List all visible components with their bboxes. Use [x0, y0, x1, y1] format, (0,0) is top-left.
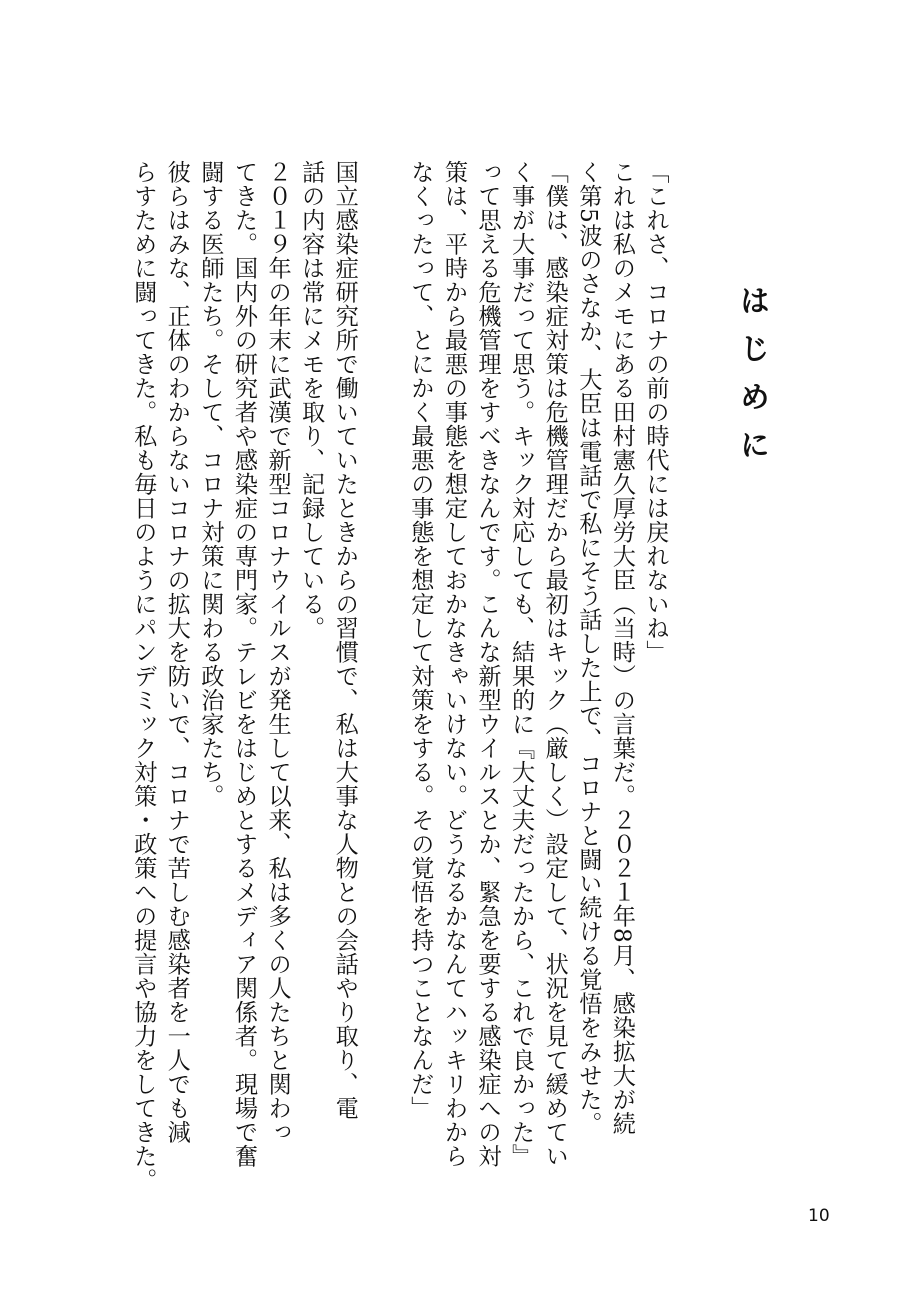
text-line: 国立感染症研究所で働いていたときからの習慣で、私は大事な人物との会話やり取り、電 [331, 160, 359, 1120]
body-text [126, 160, 672, 1192]
paragraph-gap [361, 160, 403, 1160]
text-line: 闘する医師たち。そして、コロナ対策に関わる政治家たち。 [196, 160, 224, 808]
text-line: く第5波のさなか、大臣は電話で私にそう話した上で、コロナと闘い続ける覚悟をみせた。 [574, 160, 602, 1136]
text-line: 策は、平時から最悪の事態を想定しておかなきゃいけない。どうなるかなんてハッキリわから [440, 160, 468, 1168]
text-line: らすために闘ってきた。私も毎日のようにパンデミック対策・政策への提言や協力をしてきた。 [129, 160, 157, 1192]
page-number: 10 [808, 1206, 830, 1226]
text-line: これは私のメモにある田村憲久厚労大臣（当時）の言葉だ。２０２１年8月、感染拡大が続 [608, 160, 636, 1136]
text-line: 話の内容は常にメモを取り、記録している。 [297, 160, 325, 640]
text-line: く事が大事だって思う。キック対応しても、結果的に『大丈夫だったから、これで良かった』 [507, 160, 535, 1168]
section-heading: はじめに [734, 285, 769, 477]
text-line: 「これさ、コロナの前の時代には戻れないね」 [642, 160, 669, 664]
text-line: って思える危機管理をすべきなんです。こんな新型ウイルスとか、緊急を要する感染症への対 [474, 160, 502, 1168]
text-line: 「僕は、感染症対策は危機管理だから最初はキック（厳しく）設定して、状況を見て緩めてい [541, 160, 569, 1168]
text-line: なくったって、とにかく最悪の事態を想定して対策をする。その覚悟を持つことなんだ」 [406, 160, 434, 1120]
text-line: ２０１９年の年末に武漢で新型コロナウイルスが発生して以来、私は多くの人たちと関わっ [264, 160, 292, 1144]
text-line: 彼らはみな、正体のわからないコロナの拡大を防いで、コロナで苦しむ感染者を一人でも減 [163, 160, 191, 1144]
text-line: てきた。国内外の研究者や感染症の専門家。テレビをはじめとするメディア関係者。現場で奮 [230, 160, 258, 1168]
